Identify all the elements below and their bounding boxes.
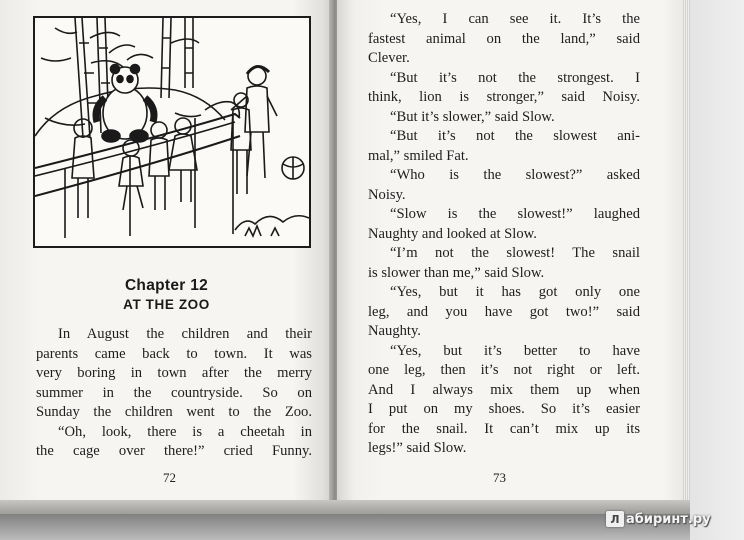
text-line: “Slow is the slowest!” laughed xyxy=(390,206,640,222)
text-line: “Who is the slowest?” asked xyxy=(390,167,640,183)
text-line: Noisy. xyxy=(368,186,406,203)
watermark xyxy=(606,511,711,527)
right-page-text xyxy=(368,10,640,459)
text-line: “But it’s not the slowest ani- xyxy=(390,128,640,144)
text-line: I put on my shoes. So it’s easier xyxy=(368,401,640,417)
text-line: leg, and you have got two!” said xyxy=(368,303,640,320)
text-line: In August the children and their xyxy=(58,326,312,342)
text-line: And I always mix them up when xyxy=(368,381,640,398)
text-line: “Yes, but it’s better to have xyxy=(390,342,640,359)
zoo-illustration xyxy=(33,16,311,248)
text-line: think, lion is stronger,” said Noisy. xyxy=(368,89,640,105)
chapter-title: Chapter 12 xyxy=(124,277,209,294)
book-bottom-edge xyxy=(0,500,690,514)
text-line: “Oh, look, there is a cheetah in xyxy=(58,423,312,440)
text-line: Naughty and looked at Slow. xyxy=(368,225,537,242)
text-line: “But it’s not the strongest. I xyxy=(390,69,640,86)
text-line: very boring in town after the merry xyxy=(36,365,312,381)
text-line: “I’m not the slowest! The snail xyxy=(390,245,640,261)
text-line: “Yes, I can see it. It’s the xyxy=(390,11,640,27)
text-line: Sunday the children went to the Zoo. xyxy=(36,404,312,420)
watermark-text: абиринт.ру xyxy=(626,511,711,527)
text-line: summer in the countryside. So on xyxy=(36,384,312,401)
left-page xyxy=(0,0,333,500)
text-line: for the snail. It can’t mix up its xyxy=(368,420,640,437)
zoo-scene-drawing xyxy=(35,18,309,246)
page-edges xyxy=(683,0,690,512)
page-number-left: 72 xyxy=(163,470,176,485)
book-shadow xyxy=(0,514,690,540)
text-line: is slower than me,” said Slow. xyxy=(368,264,545,281)
page-number-right: 73 xyxy=(493,470,506,485)
text-line: mal,” smiled Fat. xyxy=(368,147,469,164)
text-line: one leg, then it’s not right or left. xyxy=(368,362,640,378)
text-line: the cage over there!” cried Funny. xyxy=(36,443,312,459)
labirint-logo-icon: Л xyxy=(606,511,624,527)
background-right xyxy=(690,0,744,540)
text-line: Clever. xyxy=(368,50,410,66)
text-line: fastest animal on the land,” said xyxy=(368,30,640,47)
left-page-text xyxy=(36,325,312,462)
text-line: legs!” said Slow. xyxy=(368,440,467,456)
text-line: parents came back to town. It was xyxy=(36,345,312,362)
text-line: “Yes, but it has got only one xyxy=(390,284,640,300)
text-line: Naughty. xyxy=(368,323,421,339)
text-line: “But it’s slower,” said Slow. xyxy=(390,108,555,125)
chapter-subtitle: AT THE ZOO xyxy=(123,297,210,312)
